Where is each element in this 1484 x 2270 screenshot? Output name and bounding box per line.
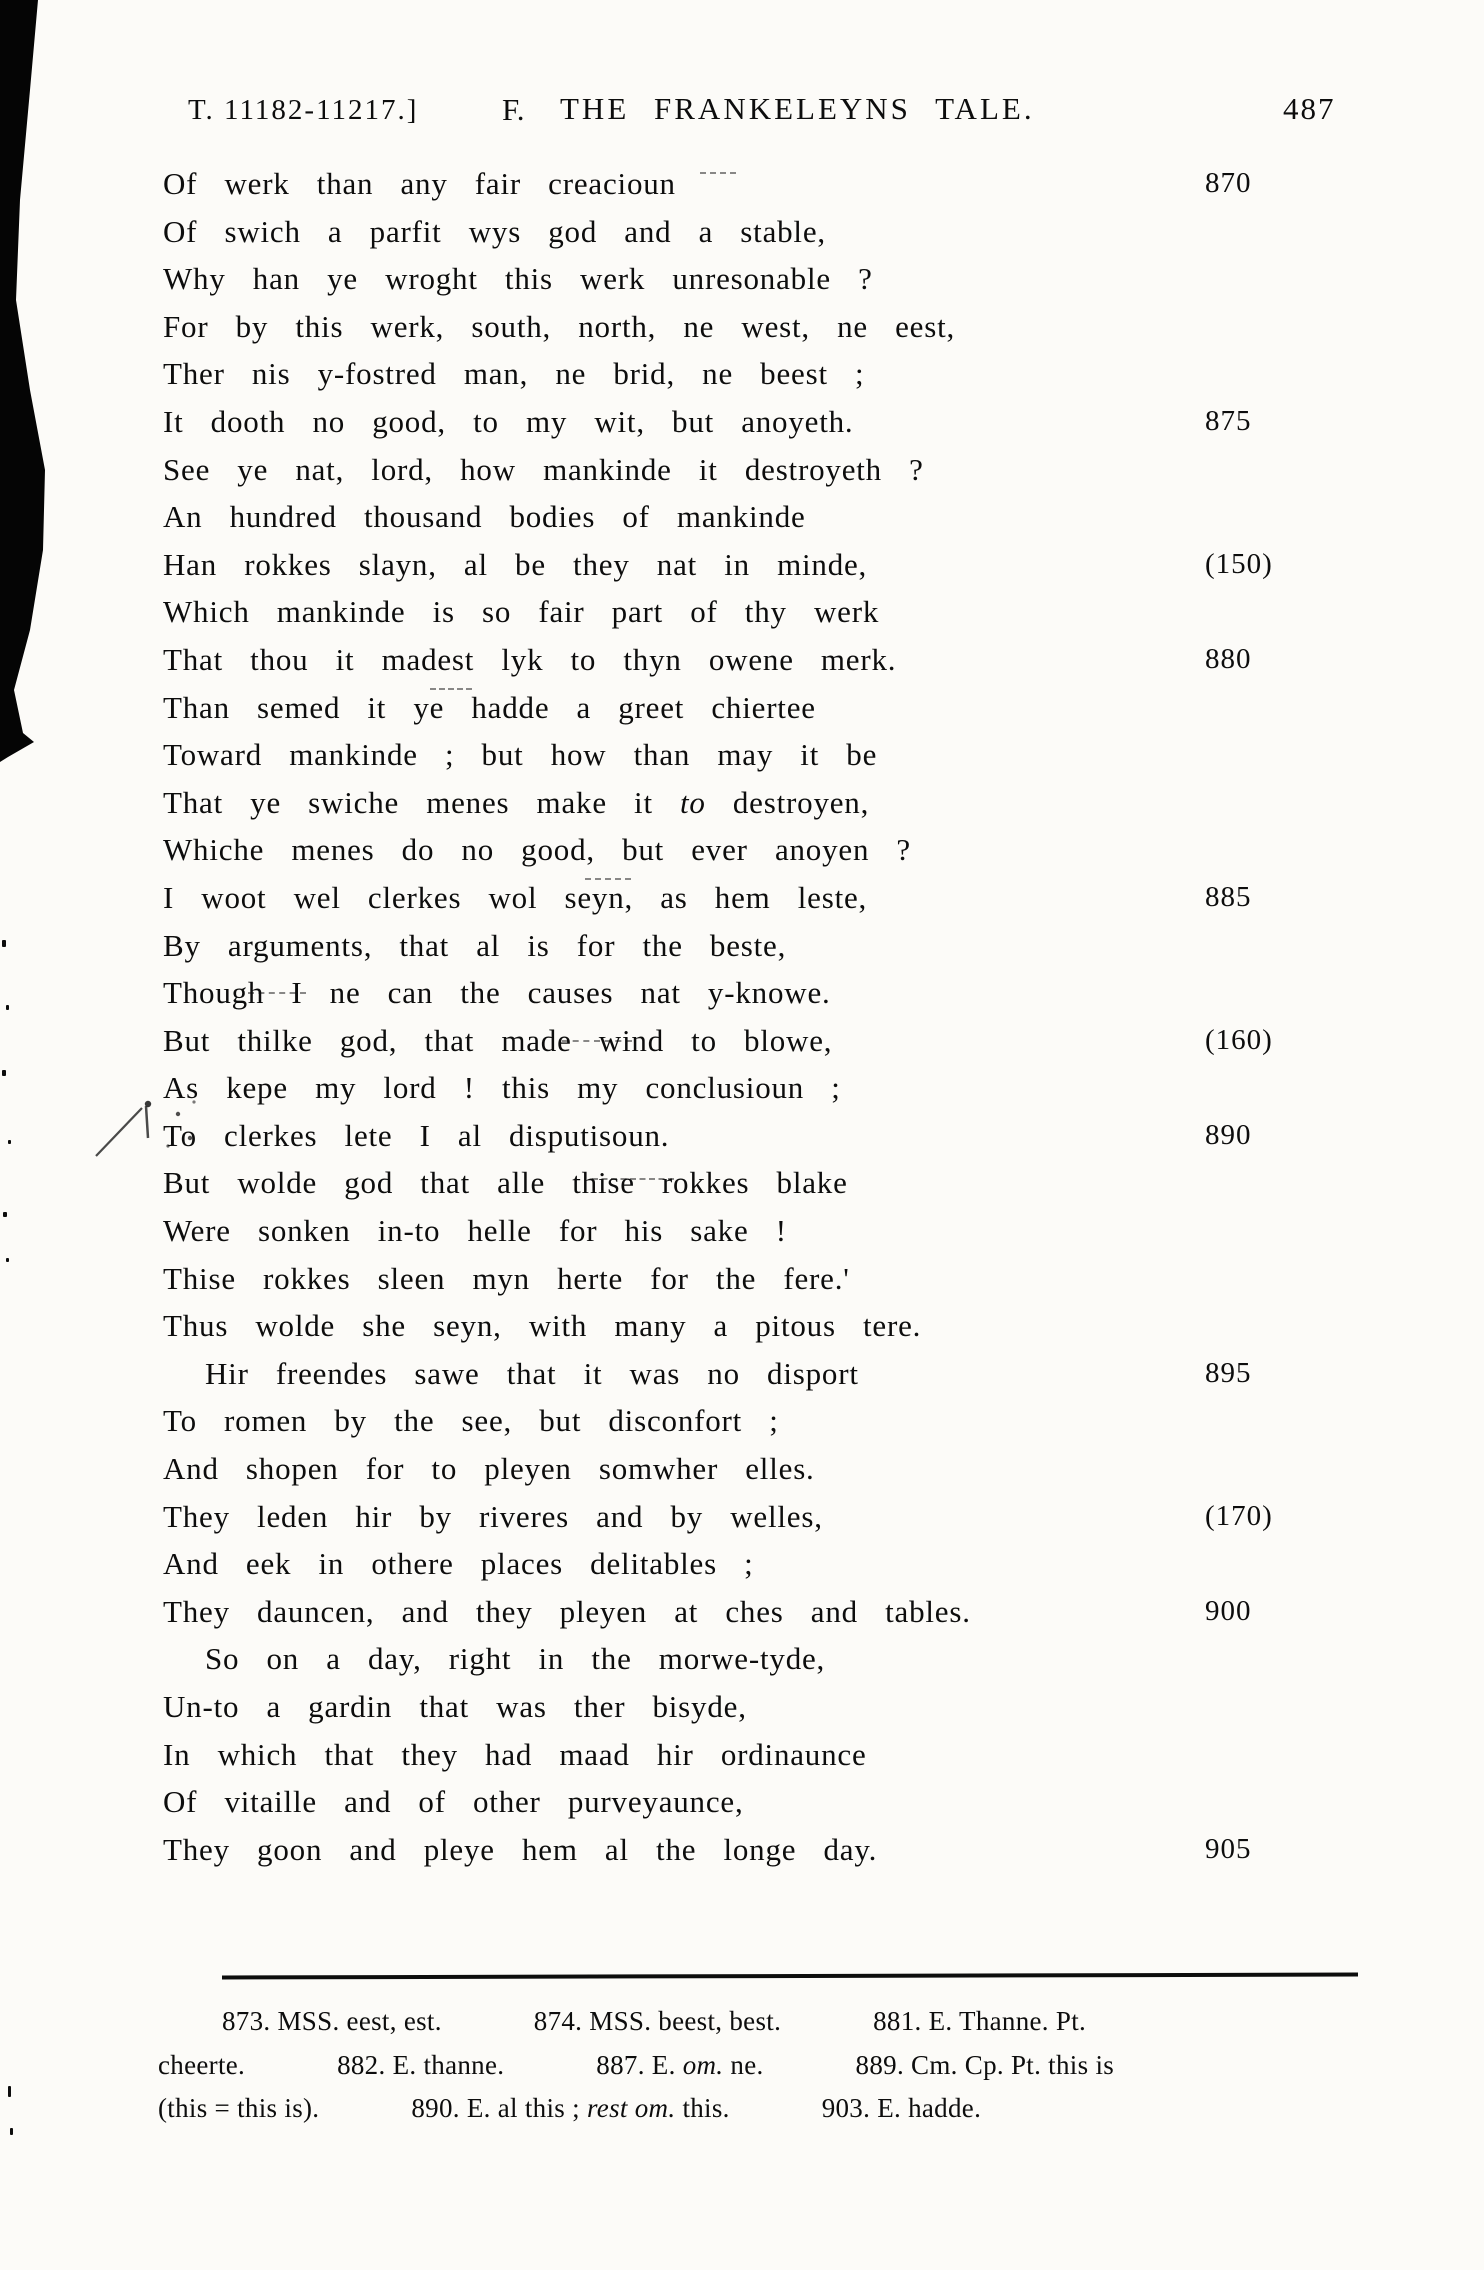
- footnote-entry: [534, 2000, 781, 2044]
- line-number: (170): [1205, 1499, 1273, 1532]
- poem-line-text: [205, 1641, 825, 1676]
- text-run: 874. MSS. beest, best.: [533, 2006, 782, 2036]
- poem-line-text: [163, 594, 879, 629]
- footnote-entry: [873, 2000, 1086, 2044]
- text-run: See ye nat, lord, how mankinde it destroyeth ?: [163, 451, 924, 487]
- footnote-entry: [158, 2087, 319, 2131]
- italic-text-run: to: [680, 784, 706, 820]
- poem-line-text: [163, 737, 877, 772]
- footnote-line: [158, 2000, 1373, 2044]
- poem-line-text: [163, 1261, 850, 1296]
- poem-line: [163, 594, 1353, 642]
- poem-line-text: [163, 547, 867, 582]
- poem-line: [163, 642, 1353, 690]
- poem-line: [163, 737, 1353, 785]
- text-run: 887. E.: [596, 2049, 683, 2080]
- poem-line-text: [163, 785, 869, 820]
- text-run: In which that they had maad hir ordinaunce: [163, 1736, 867, 1772]
- poem-line: [163, 832, 1353, 880]
- poem-line: [163, 166, 1353, 214]
- ink-speck-artifact: [3, 1212, 7, 1217]
- ink-speck-artifact: [8, 2086, 11, 2097]
- poem-line-text: [163, 1023, 832, 1058]
- text-run: Were sonken in-to helle for his sake !: [163, 1213, 787, 1249]
- line-number: 870: [1205, 167, 1252, 199]
- text-run: Of vitaille and of other purveyaunce,: [163, 1784, 744, 1820]
- poem-line: [163, 880, 1353, 928]
- poem-line-text: [163, 1689, 747, 1724]
- line-number: 900: [1205, 1594, 1252, 1627]
- poem-line-text: [163, 1499, 823, 1534]
- ink-speck-artifact: [8, 1140, 11, 1144]
- poem-text-block: [163, 166, 1353, 1879]
- text-run: 889. Cm. Cp. Pt. this is: [855, 2049, 1115, 2080]
- poem-line: [163, 547, 1353, 595]
- line-number: (150): [1205, 547, 1273, 580]
- text-run: I woot wel clerkes wol seyn, as hem leste,: [163, 879, 868, 915]
- poem-line-text: [205, 1356, 859, 1391]
- poem-line: [163, 1308, 1353, 1356]
- poem-line: [163, 1784, 1353, 1832]
- text-run: As kepe my lord ! this my conclusioun ;: [163, 1070, 841, 1106]
- text-run: Hir freendes sawe that it was no disport: [205, 1355, 859, 1391]
- text-run: 873. MSS. eest, est.: [222, 2006, 442, 2036]
- poem-line-text: [163, 356, 864, 391]
- footnote-entry: [596, 2044, 763, 2088]
- footnote-entry: [822, 2087, 981, 2131]
- poem-line: [163, 1213, 1353, 1261]
- ink-speck-artifact: [6, 1258, 9, 1262]
- poem-line-text: [163, 452, 924, 487]
- text-run: It dooth no good, to my wit, but anoyeth.: [163, 403, 854, 439]
- poem-line-text: [163, 975, 831, 1010]
- text-run: To romen by the see, but disconfort ;: [163, 1403, 779, 1439]
- text-run: That ye swiche menes make it: [163, 784, 681, 820]
- poem-line-text: [163, 642, 896, 677]
- page-title: THE FRANKELEYNS TALE.: [560, 91, 1035, 126]
- line-number: 875: [1205, 404, 1252, 437]
- text-run: They leden hir by riveres and by welles,: [163, 1498, 823, 1534]
- poem-line: [163, 1832, 1353, 1880]
- text-run: Whiche menes do no good, but ever anoyen ?: [163, 832, 911, 868]
- poem-line: [163, 1689, 1353, 1737]
- poem-line-text: [163, 1546, 754, 1581]
- poem-line-text: [163, 1832, 877, 1867]
- poem-line: [163, 1737, 1353, 1785]
- text-run: Of swich a parfit wys god and a stable,: [163, 213, 826, 249]
- poem-line-text: [163, 1165, 848, 1200]
- text-run: But thilke god, that made wind to blowe,: [163, 1022, 833, 1058]
- footnote-line: [158, 2087, 1373, 2131]
- poem-line-text: [163, 309, 955, 344]
- page-number: 487: [1283, 91, 1336, 126]
- poem-line: [163, 1546, 1353, 1594]
- line-number: 880: [1205, 642, 1252, 675]
- text-run: Han rokkes slayn, al be they nat in minde,: [163, 546, 868, 582]
- footnote-entry: [222, 2000, 442, 2044]
- text-run: cheerte.: [158, 2049, 246, 2080]
- poem-line-text: [163, 214, 826, 249]
- poem-line: [163, 1451, 1353, 1499]
- poem-line: [163, 785, 1353, 833]
- ink-speck-artifact: [6, 1005, 9, 1010]
- text-run: So on a day, right in the morwe-tyde,: [205, 1641, 826, 1677]
- text-run: But wolde god that alle thise rokkes blake: [163, 1165, 848, 1201]
- line-number: 905: [1205, 1832, 1252, 1865]
- text-run: And eek in othere places delitables ;: [163, 1546, 754, 1582]
- poem-line: [163, 1070, 1353, 1118]
- poem-line: [163, 452, 1353, 500]
- poem-line: [163, 309, 1353, 357]
- text-run: Than semed it ye hadde a greet chiertee: [163, 689, 816, 725]
- poem-line: [163, 1261, 1353, 1309]
- poem-line-text: [163, 880, 867, 915]
- poem-line: [163, 1118, 1353, 1166]
- text-run: They dauncen, and they pleyen at ches and tables.: [163, 1593, 971, 1629]
- text-run: To clerkes lete I al disputisoun.: [163, 1117, 670, 1153]
- poem-line-text: [163, 832, 911, 867]
- footnotes-block: [158, 2000, 1373, 2131]
- running-head-group-letter: F.: [502, 92, 525, 127]
- footnote-entry: [158, 2044, 245, 2088]
- text-run: Why han ye wroght this werk unresonable ?: [163, 261, 873, 297]
- poem-line: [163, 1165, 1353, 1213]
- footnote-entry: [411, 2087, 729, 2131]
- binding-shadow-artifact: [0, 0, 70, 780]
- poem-line: [163, 1356, 1353, 1404]
- poem-line-text: [163, 1213, 787, 1248]
- text-run: Of werk than any fair creacioun: [163, 166, 676, 201]
- text-run: ne.: [723, 2049, 764, 2080]
- poem-line: [163, 1403, 1353, 1451]
- poem-line: [163, 690, 1353, 738]
- line-number: 885: [1205, 880, 1252, 913]
- poem-line-text: [163, 404, 853, 439]
- poem-line: [163, 356, 1353, 404]
- text-run: Thise rokkes sleen myn herte for the fere.': [163, 1260, 850, 1296]
- text-run: By arguments, that al is for the beste,: [163, 927, 787, 963]
- poem-line-text: [163, 499, 806, 534]
- footnote-entry: [337, 2044, 504, 2088]
- italic-text-run: rest om.: [586, 2093, 676, 2123]
- poem-line-text: [163, 928, 786, 963]
- text-run: (this = this is).: [158, 2093, 320, 2123]
- italic-text-run: om.: [682, 2049, 724, 2080]
- text-run: 882. E. thanne.: [337, 2049, 505, 2080]
- poem-line-text: [163, 1451, 815, 1486]
- poem-line-text: [163, 1118, 669, 1153]
- ink-speck-artifact: [2, 1070, 6, 1076]
- text-run: Thus wolde she seyn, with many a pitous tere.: [163, 1308, 922, 1344]
- footnote-divider-rule: [222, 1973, 1358, 1980]
- text-run: Un-to a gardin that was ther bisyde,: [163, 1689, 747, 1724]
- footnote-line: [158, 2044, 1373, 2088]
- poem-line: [163, 928, 1353, 976]
- line-number: 895: [1205, 1356, 1252, 1389]
- poem-line: [163, 261, 1353, 309]
- poem-line: [163, 1499, 1353, 1547]
- text-run: this.: [675, 2093, 730, 2123]
- text-run: For by this werk, south, north, ne west, ne eest,: [163, 308, 956, 344]
- running-head-line-range: T. 11182-11217.]: [188, 94, 419, 126]
- ink-speck-artifact: [2, 940, 6, 947]
- text-run: 903. E. hadde.: [821, 2093, 982, 2123]
- poem-line-text: [163, 1070, 841, 1105]
- text-run: 890. E. al this ;: [411, 2093, 587, 2123]
- poem-line-text: [163, 261, 873, 296]
- poem-line-text: [163, 690, 816, 725]
- line-number: 890: [1205, 1118, 1252, 1151]
- ink-speck-artifact: [10, 2128, 13, 2135]
- poem-line: [163, 499, 1353, 547]
- text-run: destroyen,: [705, 784, 870, 820]
- footnote-entry: [856, 2044, 1115, 2088]
- poem-line: [163, 404, 1353, 452]
- poem-line-text: [163, 1594, 971, 1629]
- poem-line: [163, 1641, 1353, 1689]
- text-run: An hundred thousand bodies of mankinde: [163, 499, 806, 535]
- text-run: Ther nis y-fostred man, ne brid, ne beest ;: [163, 356, 865, 392]
- text-run: They goon and pleye hem al the longe day.: [163, 1831, 878, 1867]
- text-run: And shopen for to pleyen somwher elles.: [163, 1451, 815, 1487]
- text-run: 881. E. Thanne. Pt.: [873, 2006, 1087, 2036]
- line-number: (160): [1205, 1023, 1273, 1056]
- text-run: Which mankinde is so fair part of thy werk: [163, 594, 880, 630]
- poem-line-text: [163, 1784, 744, 1819]
- poem-line: [163, 214, 1353, 262]
- text-run: That thou it madest lyk to thyn owene merk.: [163, 641, 897, 677]
- poem-line-text: [163, 1403, 779, 1438]
- text-run: Though I ne can the causes nat y-knowe.: [163, 975, 831, 1011]
- poem-line: [163, 1594, 1353, 1642]
- text-run: Toward mankinde ; but how than may it be: [163, 737, 878, 773]
- poem-line: [163, 975, 1353, 1023]
- poem-line-text: [163, 1308, 921, 1343]
- poem-line-text: [163, 166, 676, 201]
- poem-line: [163, 1023, 1353, 1071]
- poem-line-text: [163, 1737, 867, 1772]
